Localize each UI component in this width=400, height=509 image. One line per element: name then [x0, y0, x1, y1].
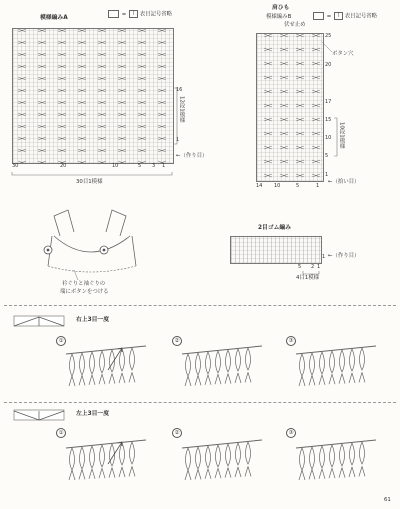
cross-stitch-mark — [280, 132, 288, 135]
cross-stitch-mark — [18, 101, 26, 104]
stitch-leg — [245, 466, 251, 476]
stitch-leg — [69, 376, 75, 386]
left-3-together-symbol-icon — [14, 410, 64, 420]
cross-stitch-mark — [98, 77, 106, 80]
cross-stitch-mark — [78, 89, 86, 92]
stitch-loop — [100, 445, 105, 467]
cross-stitch-mark — [138, 101, 146, 104]
cross-stitch-mark — [264, 160, 272, 163]
chart-a-title: 模様編みA — [40, 15, 68, 21]
chart-c-repeat-label: 4目1模様 — [296, 275, 320, 281]
chart-b-row-num: 15 — [325, 117, 332, 123]
stitch-leg — [185, 470, 191, 480]
stitch-leg — [79, 469, 85, 479]
cross-stitch-mark — [296, 104, 304, 107]
chart-c-col-num: 1 — [317, 264, 321, 270]
stitch-loop — [340, 350, 345, 372]
stitch-leg — [195, 469, 201, 479]
cross-stitch-mark — [138, 137, 146, 140]
cross-stitch-mark — [280, 146, 288, 149]
stitch-loop — [300, 354, 305, 376]
cross-stitch-mark — [78, 53, 86, 56]
cross-stitch-mark — [78, 77, 86, 80]
cross-stitch-mark — [98, 89, 106, 92]
cross-stitch-mark — [312, 62, 320, 65]
stitch-leg — [109, 374, 115, 384]
cross-stitch-mark — [98, 137, 106, 140]
chart-a-col-num: 10 — [112, 163, 119, 169]
cross-stitch-mark — [280, 118, 288, 121]
divider — [4, 305, 396, 306]
cross-stitch-mark — [58, 77, 66, 80]
stitch-loop — [310, 447, 315, 469]
cross-stitch-mark — [18, 65, 26, 68]
stitch-leg — [299, 376, 305, 386]
stitch-loop — [226, 444, 231, 466]
cross-stitch-mark — [264, 146, 272, 149]
stitch-loop — [196, 447, 201, 469]
stitch-leg — [245, 372, 251, 382]
stitch-leg — [205, 469, 211, 479]
cross-stitch-mark — [138, 41, 146, 44]
chart-c-start-label: ←（作り目） — [328, 253, 360, 259]
cross-stitch-mark — [138, 29, 146, 32]
cross-stitch-mark — [78, 137, 86, 140]
cross-stitch-mark — [18, 77, 26, 80]
chart-a-legend-text: 表目記号省略 — [139, 11, 173, 18]
technique-1-title: 右上3目一度 — [76, 317, 110, 323]
step-number: ① — [56, 336, 66, 346]
stitch-leg — [89, 469, 95, 479]
cross-stitch-mark — [38, 41, 46, 44]
chart-b-col-num: 1 — [316, 183, 320, 189]
stitch-leg — [69, 470, 75, 480]
cross-stitch-mark — [312, 132, 320, 135]
cross-stitch-mark — [38, 53, 46, 56]
cross-stitch-mark — [312, 160, 320, 163]
cross-stitch-mark — [98, 65, 106, 68]
direction-arrow — [108, 442, 122, 464]
knit-symbol-icon: | — [334, 12, 343, 20]
stitch-loop — [216, 351, 221, 373]
cross-stitch-mark — [296, 76, 304, 79]
stitch-leg — [359, 372, 365, 382]
cross-stitch-mark — [78, 29, 86, 32]
stitch-loop — [100, 351, 105, 373]
chart-a-col-num: 20 — [60, 163, 67, 169]
stitch-loop — [216, 445, 221, 467]
stitch-leg — [119, 467, 125, 477]
needle-line — [182, 346, 262, 354]
chart-b-row-num: 1 — [325, 172, 329, 178]
cross-stitch-mark — [264, 34, 272, 37]
direction-arrow — [108, 348, 122, 370]
cross-stitch-mark — [18, 113, 26, 116]
stitch-leg — [99, 374, 105, 384]
stitch-loop — [196, 353, 201, 375]
cross-stitch-mark — [18, 29, 26, 32]
chart-a-repeat-bracket — [12, 172, 172, 178]
cross-stitch-mark — [18, 125, 26, 128]
stitch-leg — [235, 373, 241, 383]
stitch-loop — [206, 446, 211, 468]
garment-sketch — [34, 206, 144, 282]
needle-line — [66, 346, 146, 354]
chart-a-pattern — [12, 28, 172, 162]
stitch-loop — [300, 448, 305, 470]
stitch-leg — [99, 468, 105, 478]
technique-1-step-3-illustration — [294, 340, 378, 390]
cross-stitch-mark — [280, 76, 288, 79]
stitch-leg — [299, 470, 305, 480]
stitch-leg — [89, 375, 95, 385]
chart-b-title: 模様編みB — [266, 14, 292, 20]
step-number: ③ — [286, 336, 296, 346]
chart-b-pattern — [256, 33, 322, 180]
step-number: ② — [172, 428, 182, 438]
stitch-loop — [350, 443, 355, 465]
cross-stitch-mark — [158, 41, 166, 44]
cross-stitch-mark — [78, 125, 86, 128]
stitch-loop — [90, 446, 95, 468]
cross-stitch-mark — [280, 160, 288, 163]
cross-stitch-mark — [296, 48, 304, 51]
cross-stitch-mark — [78, 101, 86, 104]
technique-2-step-3-illustration — [294, 434, 378, 484]
stitch-loop — [310, 353, 315, 375]
chart-b-row-num: 25 — [325, 33, 332, 39]
cross-stitch-mark — [98, 101, 106, 104]
chart-b-legend-text: 表目記号省略 — [344, 13, 378, 20]
cross-stitch-mark — [264, 174, 272, 177]
cross-stitch-mark — [38, 89, 46, 92]
chart-a-bracket — [174, 88, 178, 144]
chart-b-col-num: 5 — [296, 183, 300, 189]
chart-b-col-num: 10 — [274, 183, 281, 189]
cross-stitch-mark — [138, 125, 146, 128]
cross-stitch-mark — [312, 90, 320, 93]
cross-stitch-mark — [158, 89, 166, 92]
cross-stitch-mark — [38, 125, 46, 128]
cross-stitch-mark — [264, 118, 272, 121]
cross-stitch-mark — [78, 113, 86, 116]
chart-a-col-num: 5 — [138, 163, 142, 169]
cross-stitch-mark — [58, 101, 66, 104]
cross-stitch-mark — [38, 101, 46, 104]
cross-stitch-mark — [296, 132, 304, 135]
cross-stitch-mark — [118, 101, 126, 104]
stitch-loop — [70, 354, 75, 376]
cross-stitch-mark — [158, 101, 166, 104]
chart-b-row-num: 10 — [325, 135, 332, 141]
cross-stitch-mark — [118, 29, 126, 32]
stitch-leg — [339, 374, 345, 384]
cross-stitch-mark — [280, 174, 288, 177]
stitch-leg — [309, 375, 315, 385]
stitch-leg — [119, 373, 125, 383]
technique-2-step-1-illustration — [64, 434, 148, 484]
cross-stitch-mark — [158, 125, 166, 128]
chart-b-leader-line — [322, 42, 334, 54]
stitch-loop — [246, 348, 251, 370]
cross-stitch-mark — [280, 34, 288, 37]
stitch-leg — [225, 468, 231, 478]
stitch-leg — [195, 375, 201, 385]
stitch-loop — [206, 352, 211, 374]
stitch-loop — [320, 446, 325, 468]
needle-line — [296, 346, 376, 354]
cross-stitch-mark — [296, 118, 304, 121]
cross-stitch-mark — [58, 29, 66, 32]
cross-stitch-mark — [38, 65, 46, 68]
cross-stitch-mark — [118, 53, 126, 56]
chart-b-button-hole: ボタン穴 — [332, 51, 354, 57]
stitch-loop — [360, 442, 365, 464]
cross-stitch-mark — [38, 29, 46, 32]
cross-stitch-mark — [138, 89, 146, 92]
cross-stitch-mark — [98, 29, 106, 32]
chart-a-row-bottom: 1 — [176, 137, 180, 143]
cross-stitch-mark — [58, 113, 66, 116]
stitch-leg — [215, 468, 221, 478]
stitch-loop — [186, 354, 191, 376]
cross-stitch-mark — [280, 90, 288, 93]
stitch-loop — [120, 443, 125, 465]
cross-stitch-mark — [38, 137, 46, 140]
stitch-loop — [130, 348, 135, 370]
stitch-loop — [226, 350, 231, 372]
cross-stitch-mark — [58, 53, 66, 56]
stitch-leg — [339, 468, 345, 478]
step-number: ① — [56, 428, 66, 438]
cross-stitch-mark — [296, 146, 304, 149]
stitch-loop — [246, 442, 251, 464]
cross-stitch-mark — [98, 113, 106, 116]
garment-note-line-2: 端にボタンをつける — [60, 289, 109, 295]
cross-stitch-mark — [18, 149, 26, 152]
stitch-loop — [360, 348, 365, 370]
cross-stitch-mark — [138, 113, 146, 116]
knit-symbol-icon: | — [129, 10, 138, 18]
cross-stitch-mark — [280, 48, 288, 51]
chart-c-grid — [230, 236, 322, 264]
cross-stitch-mark — [78, 65, 86, 68]
stitch-loop — [80, 447, 85, 469]
cross-stitch-mark — [264, 104, 272, 107]
cross-stitch-mark — [158, 53, 166, 56]
needle-line — [296, 440, 376, 448]
stitch-leg — [349, 467, 355, 477]
cross-stitch-mark — [138, 77, 146, 80]
cross-stitch-mark — [312, 174, 320, 177]
technique-2-step-2-illustration — [180, 434, 264, 484]
technique-2-title: 左上3目一度 — [76, 411, 110, 417]
cross-stitch-mark — [264, 90, 272, 93]
cross-stitch-mark — [18, 89, 26, 92]
chart-b-header: 肩ひも — [272, 5, 290, 11]
cross-stitch-mark — [264, 62, 272, 65]
stitch-loop — [330, 445, 335, 467]
chart-b-bracket — [334, 118, 338, 156]
cross-stitch-mark — [296, 174, 304, 177]
cross-stitch-mark — [312, 34, 320, 37]
cross-stitch-mark — [18, 41, 26, 44]
chart-b-row-label: 10段1模様 — [338, 122, 345, 149]
stitch-loop — [330, 351, 335, 373]
chart-b-legend: = | 表目記号省略 — [313, 12, 377, 20]
stitch-loop — [236, 349, 241, 371]
page-number: 61 — [384, 497, 391, 503]
cross-stitch-mark — [38, 113, 46, 116]
cross-stitch-mark — [98, 125, 106, 128]
cross-stitch-mark — [58, 137, 66, 140]
stitch-leg — [109, 468, 115, 478]
stitch-leg — [319, 375, 325, 385]
stitch-leg — [309, 469, 315, 479]
stitch-loop — [320, 352, 325, 374]
cross-stitch-mark — [158, 77, 166, 80]
stitch-leg — [235, 467, 241, 477]
garment-note-line-1: 衿ぐりと袖ぐりの — [62, 281, 106, 287]
stitch-loop — [80, 353, 85, 375]
empty-cell-symbol-icon — [108, 10, 119, 18]
stitch-leg — [319, 469, 325, 479]
cross-stitch-mark — [312, 104, 320, 107]
cross-stitch-mark — [264, 132, 272, 135]
stitch-leg — [215, 374, 221, 384]
chart-a-repeat-label: 30目1模様 — [76, 179, 103, 185]
cross-stitch-mark — [78, 149, 86, 152]
cross-stitch-mark — [58, 125, 66, 128]
cross-stitch-mark — [18, 53, 26, 56]
chart-b-cast-on: ←（拾い目） — [328, 179, 360, 185]
technique-1-step-1-illustration — [64, 340, 148, 390]
cross-stitch-mark — [118, 89, 126, 92]
stitch-leg — [185, 376, 191, 386]
cross-stitch-mark — [280, 62, 288, 65]
cross-stitch-mark — [58, 149, 66, 152]
cross-stitch-mark — [158, 29, 166, 32]
stitch-leg — [329, 468, 335, 478]
cross-stitch-mark — [118, 125, 126, 128]
technique-1-step-2-illustration — [180, 340, 264, 390]
cross-stitch-mark — [296, 62, 304, 65]
chart-c-title: 2目ゴム編み — [258, 225, 292, 231]
stitch-leg — [129, 372, 135, 382]
stitch-leg — [349, 373, 355, 383]
cross-stitch-mark — [312, 146, 320, 149]
stitch-loop — [186, 448, 191, 470]
stitch-loop — [350, 349, 355, 371]
cross-stitch-mark — [118, 65, 126, 68]
cross-stitch-mark — [312, 48, 320, 51]
stitch-leg — [79, 375, 85, 385]
cross-stitch-mark — [38, 149, 46, 152]
chart-b-row-num: 5 — [325, 153, 329, 159]
chart-a-col-num: 30 — [12, 163, 19, 169]
cross-stitch-mark — [138, 65, 146, 68]
cross-stitch-mark — [312, 118, 320, 121]
cross-stitch-mark — [118, 41, 126, 44]
chart-b-row-num: 17 — [325, 99, 332, 105]
stitch-leg — [225, 374, 231, 384]
step-number: ② — [172, 336, 182, 346]
chart-a-row-top: 16 — [176, 87, 183, 93]
cross-stitch-mark — [158, 65, 166, 68]
stitch-loop — [70, 448, 75, 470]
cross-stitch-mark — [158, 149, 166, 152]
cross-stitch-mark — [118, 137, 126, 140]
cross-stitch-mark — [296, 90, 304, 93]
chart-a-legend: = | 表目記号省略 — [108, 10, 172, 18]
chart-a-col-num: 1 — [162, 163, 166, 169]
stitch-leg — [329, 374, 335, 384]
cross-stitch-mark — [78, 41, 86, 44]
cross-stitch-mark — [280, 104, 288, 107]
stitch-loop — [120, 349, 125, 371]
divider — [4, 402, 396, 403]
stitch-leg — [359, 466, 365, 476]
cross-stitch-mark — [138, 53, 146, 56]
stitch-loop — [90, 352, 95, 374]
cross-stitch-mark — [264, 48, 272, 51]
chart-c-row-num: 1 — [322, 254, 326, 260]
stitch-loop — [236, 443, 241, 465]
chart-b-col-num: 14 — [256, 183, 263, 189]
cross-stitch-mark — [296, 160, 304, 163]
stitch-leg — [129, 466, 135, 476]
cross-stitch-mark — [58, 65, 66, 68]
cross-stitch-mark — [118, 77, 126, 80]
cross-stitch-mark — [98, 41, 106, 44]
cross-stitch-mark — [58, 41, 66, 44]
step-number: ③ — [286, 428, 296, 438]
needle-line — [66, 440, 146, 448]
cross-stitch-mark — [118, 149, 126, 152]
cross-stitch-mark — [158, 137, 166, 140]
cross-stitch-mark — [58, 89, 66, 92]
right-3-together-symbol-icon — [14, 316, 64, 326]
cross-stitch-mark — [296, 34, 304, 37]
chart-c-col-num: 5 — [298, 264, 302, 270]
cross-stitch-mark — [264, 76, 272, 79]
chart-a-start-label: ←（作り目） — [176, 153, 208, 159]
cross-stitch-mark — [98, 53, 106, 56]
cross-stitch-mark — [138, 149, 146, 152]
chart-b-row-num: 20 — [325, 62, 332, 68]
chart-c-col-num: 2 — [311, 264, 315, 270]
chart-b-bind-off: 伏せ止め — [284, 22, 306, 28]
cross-stitch-mark — [118, 113, 126, 116]
cross-stitch-mark — [18, 137, 26, 140]
chart-a-row-label: 12段1模様 — [178, 96, 185, 123]
stitch-loop — [340, 444, 345, 466]
cross-stitch-mark — [98, 149, 106, 152]
empty-cell-symbol-icon — [313, 12, 324, 20]
stitch-loop — [130, 442, 135, 464]
needle-line — [182, 440, 262, 448]
cross-stitch-mark — [158, 113, 166, 116]
cross-stitch-mark — [38, 77, 46, 80]
stitch-leg — [205, 375, 211, 385]
chart-a-col-num: 3 — [152, 163, 156, 169]
cross-stitch-mark — [312, 76, 320, 79]
